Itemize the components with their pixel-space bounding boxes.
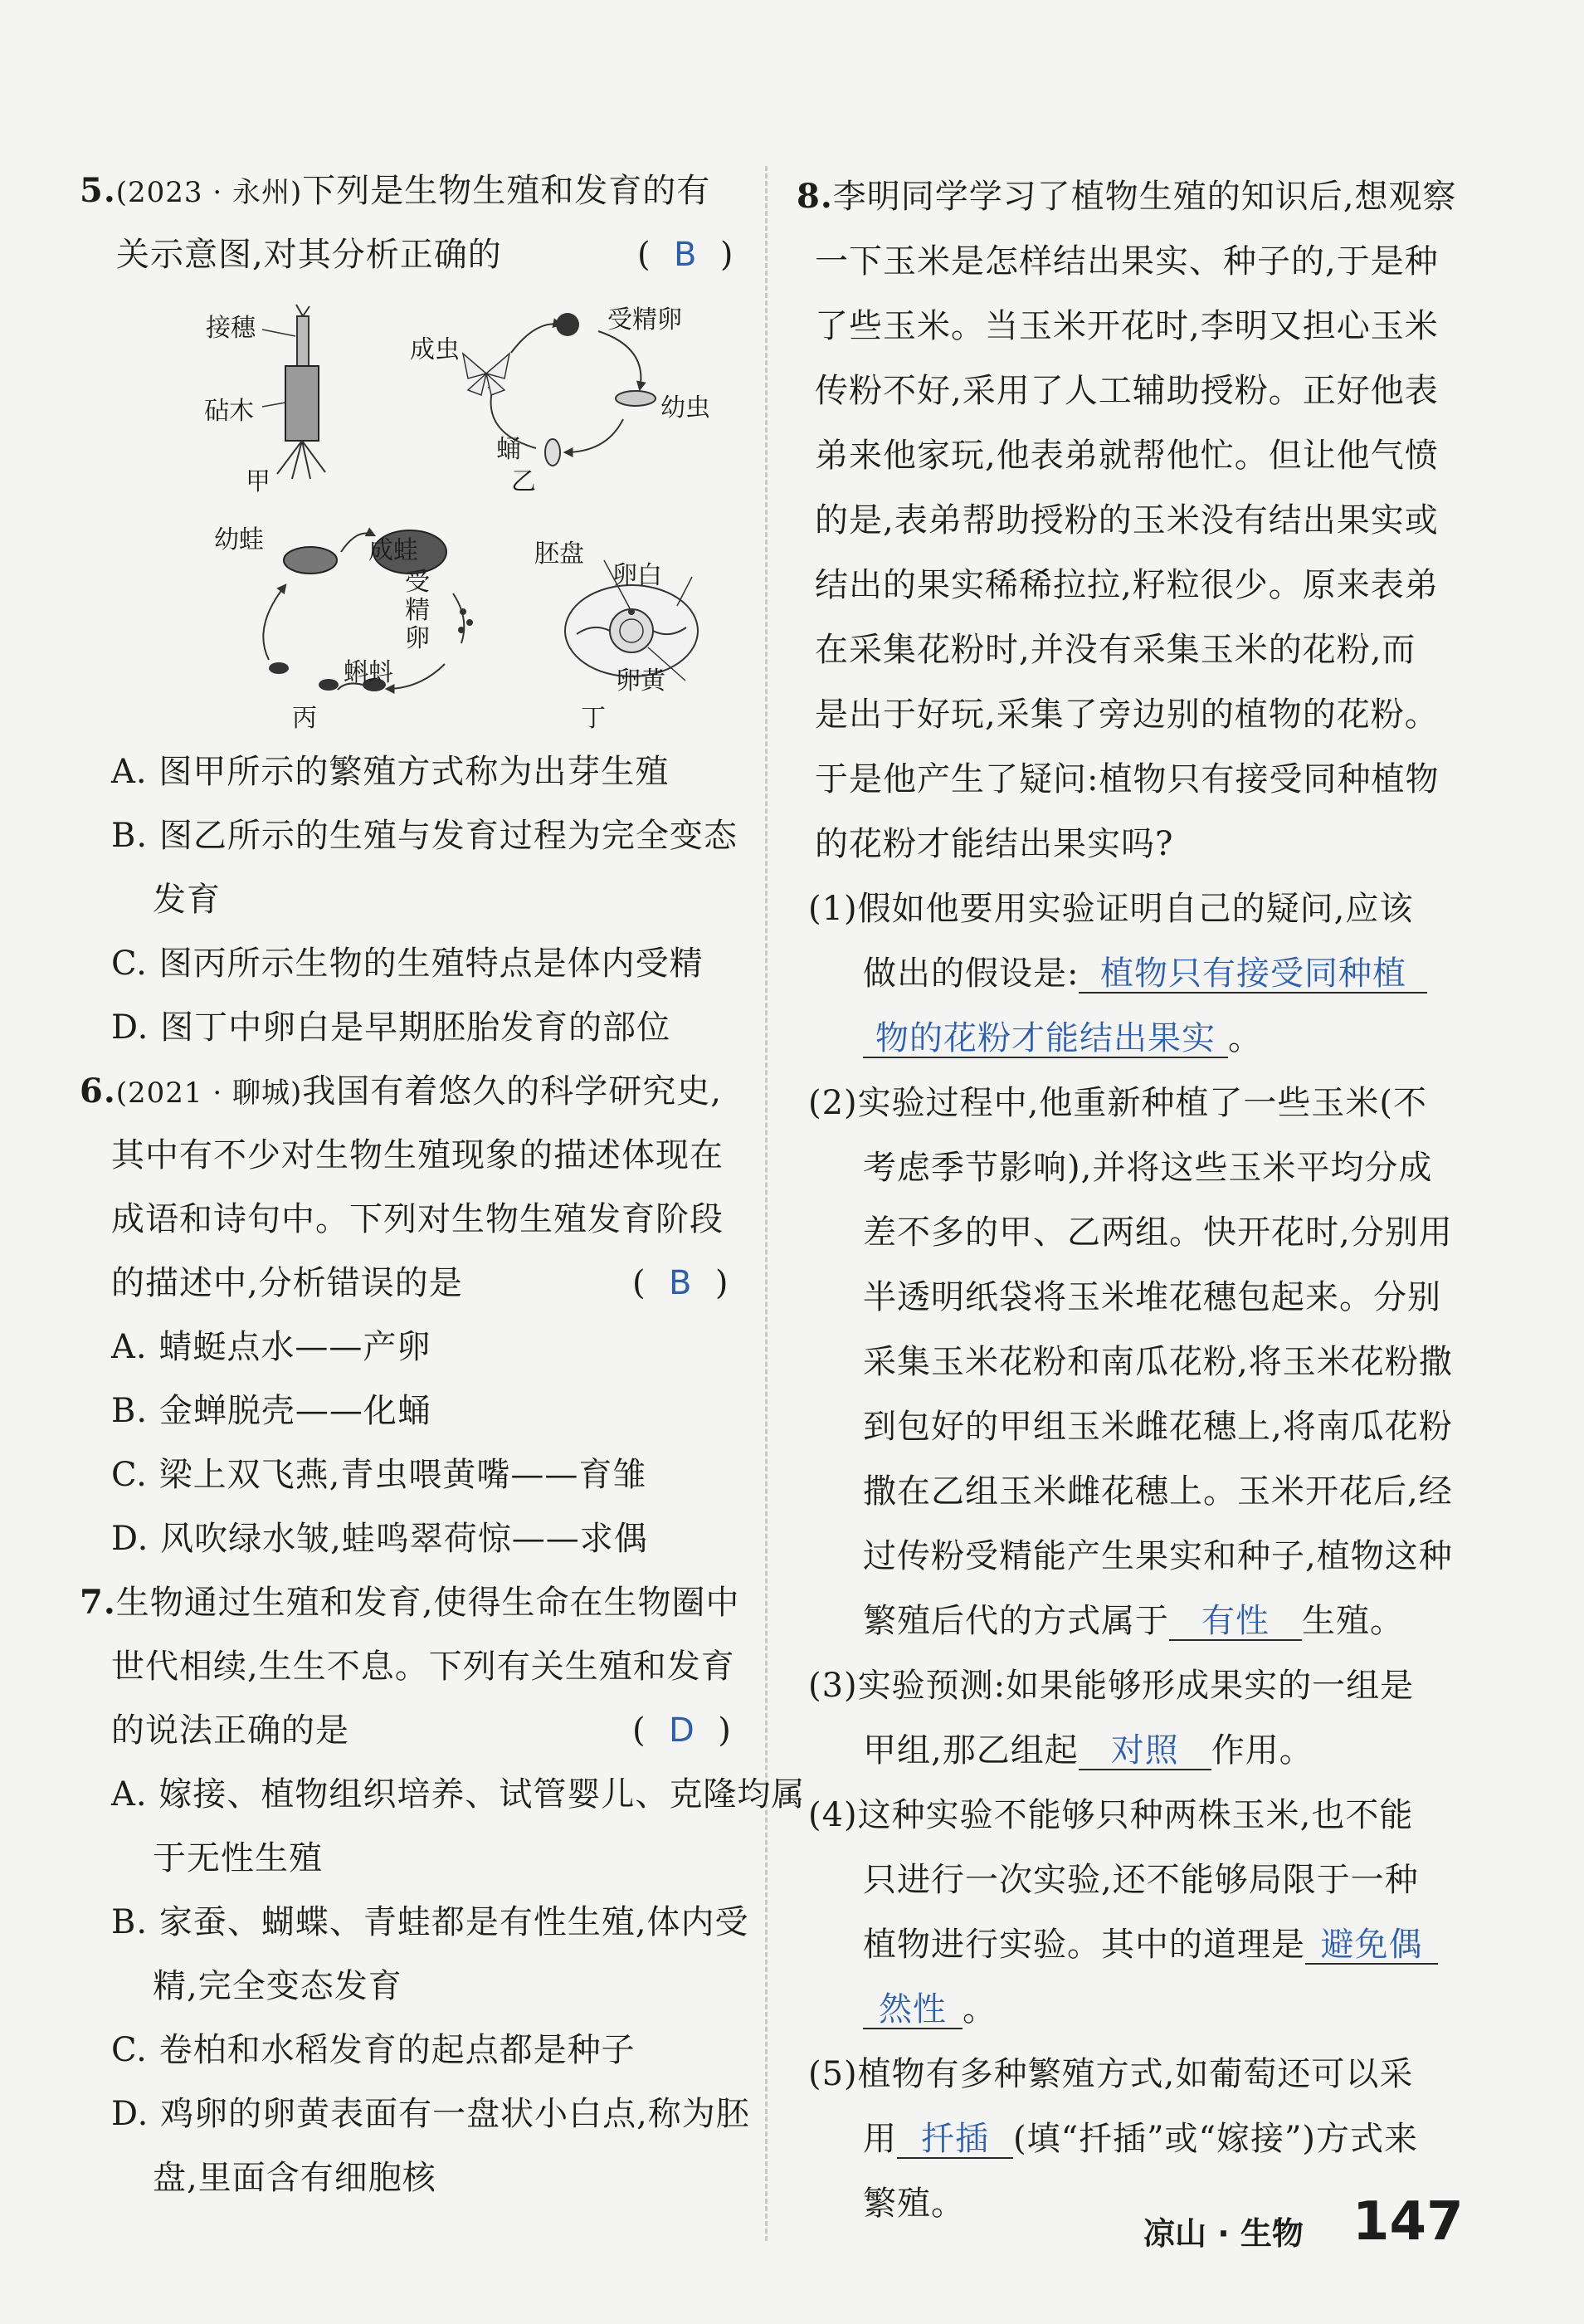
q8-sub1-line-3 [863, 1018, 1262, 1059]
germinal-disc-shape [628, 608, 635, 615]
graft-diagram [262, 305, 325, 479]
q5-option-c: C. 图丙所示生物的生殖特点是体内受精 [111, 945, 704, 983]
q5-option-b: B. 图乙所示的生殖与发育过程为完全变态 [111, 817, 738, 855]
q8-sub2-number: (2) [808, 1084, 858, 1122]
q8-sub3-line-1 [808, 1665, 1414, 1706]
q8-text-3: 了些玉米。当玉米开花时,李明又担心玉米 [815, 307, 1439, 345]
q8-text-7: 结出的果实稀稀拉拉,籽粒很少。原来表弟 [815, 566, 1439, 604]
label-pupa: 蛹 [496, 435, 521, 464]
q6-option-c: C. 梁上双飞燕,青虫喂黄嘴——育雏 [111, 1456, 647, 1494]
q8-sub5-text-2a: 用 [863, 2120, 897, 2158]
q8-sub5-text-2b: (填“扦插”或“嫁接”)方式来 [1013, 2120, 1419, 2158]
q6-text-1: 我国有着悠久的科学研究史, [302, 1072, 722, 1111]
q8-text-1: 李明同学学习了植物生殖的知识后,想观察 [832, 178, 1457, 216]
yolk-shape [610, 609, 653, 652]
q5-option-b-cont: 发育 [153, 881, 221, 919]
q8-line-1 [797, 176, 1456, 217]
caption-ding: 丁 [581, 704, 606, 733]
q8-sub2-line-9 [863, 1600, 1404, 1642]
q8-sub1-end: 。 [1228, 1019, 1262, 1057]
q8-sub5-line-1 [808, 2053, 1413, 2095]
q8-sub4-text-1: 这种实验不能够只种两株玉米,也不能 [857, 1796, 1414, 1834]
q7-answer-paren: ( D ) [632, 1711, 732, 1750]
q8-sub4-text-3a: 植物进行实验。其中的道理是 [863, 1926, 1305, 1964]
q8-sub5-answer: 扦插 [897, 2121, 1013, 2159]
label-tadpole: 蝌蚪 [344, 658, 393, 687]
column-divider [765, 166, 768, 2241]
q7-option-b: B. 家蚕、蝴蝶、青蛙都是有性生殖,体内受 [111, 1903, 749, 1941]
q8-text-11: 的花粉才能结出果实吗? [815, 825, 1174, 863]
q5-answer-paren: ( B ) [637, 236, 734, 274]
insect-cycle-diagram [463, 313, 656, 466]
q6-source: (2021 · 聊城) [115, 1077, 303, 1110]
q8-sub1-line-1 [808, 888, 1413, 930]
q5-line-2 [116, 234, 502, 276]
q8-text-9: 是出于好玩,采集了旁边别的植物的花粉。 [815, 696, 1439, 734]
q7-text-3: 的说法正确的是 [111, 1711, 349, 1750]
q7-text-1: 生物通过生殖和发育,使得生命在生物圈中 [115, 1584, 740, 1622]
roots-shape [277, 441, 325, 479]
q8-sub1-text-2: 做出的假设是: [863, 954, 1080, 993]
q6-line-1 [80, 1071, 722, 1114]
q8-number: 8. [797, 177, 833, 216]
q5-option-d: D. 图丁中卵白是早期胚胎发育的部位 [111, 1008, 671, 1047]
q8-sub1-number: (1) [808, 890, 858, 928]
q8-sub1-text-1: 假如他要用实验证明自己的疑问,应该 [857, 890, 1414, 928]
scion-shape [297, 316, 309, 366]
q8-sub2-line-1 [808, 1082, 1427, 1124]
label-larva: 幼虫 [660, 393, 710, 422]
label-fert-1: 受 [405, 568, 430, 597]
q8-sub4-answer-1: 避免偶 [1305, 1926, 1438, 1965]
q8-sub5-line-2 [863, 2118, 1418, 2160]
rootstock-shape [285, 366, 319, 441]
q5-option-a: A. 图甲所示的繁殖方式称为出芽生殖 [111, 753, 670, 791]
q7-answer: D [669, 1711, 695, 1750]
q8-sub4-answer-2: 然性 [863, 1991, 963, 2029]
label-fert-2: 精 [405, 596, 430, 625]
q8-sub4-line-3 [863, 1924, 1438, 1965]
larva-shape [616, 391, 656, 406]
q8-sub3-text-1: 实验预测:如果能够形成果实的一组是 [857, 1667, 1415, 1705]
q7-option-b-cont: 精,完全变态发育 [153, 1967, 402, 2005]
q6-answer: B [669, 1264, 693, 1302]
q6-number: 6. [80, 1072, 116, 1111]
q8-sub3-text-2b: 作用。 [1211, 1731, 1314, 1770]
q8-sub2-text-2: 考虑季节影响),并将这些玉米平均分成 [863, 1149, 1433, 1187]
q6-option-b: B. 金蝉脱壳——化蛹 [111, 1392, 431, 1430]
q5-line-1 [80, 170, 710, 213]
q5-number: 5. [80, 171, 116, 210]
q5-text-2: 关示意图,对其分析正确的 [116, 236, 502, 274]
q8-sub3-answer: 对照 [1079, 1732, 1211, 1770]
label-adult-frog: 成蛙 [368, 536, 418, 565]
label-albumen: 卵白 [612, 561, 662, 590]
q6-option-a: A. 蜻蜓点水——产卵 [111, 1328, 431, 1366]
page-number: 147 [1352, 2191, 1464, 2253]
q7-line-1 [80, 1582, 739, 1623]
q6-answer-paren: ( B ) [632, 1264, 729, 1302]
caption-bing: 丙 [292, 704, 317, 733]
q8-sub2-text-1: 实验过程中,他重新种植了一些玉米(不 [857, 1084, 1427, 1122]
q8-sub4-line-4 [863, 1989, 997, 2030]
label-rootstock: 砧木 [204, 397, 254, 426]
q6-text-3: 成语和诗句中。下列对生物生殖发育阶段 [111, 1200, 724, 1238]
q8-sub2-text-7: 撒在乙组玉米雌花穗上。玉米开花后,经 [863, 1472, 1453, 1511]
q8-sub3-number: (3) [808, 1667, 858, 1705]
q5-text-1: 下列是生物生殖和发育的有 [302, 172, 711, 210]
q7-option-a-cont: 于无性生殖 [153, 1839, 323, 1877]
label-yolk: 卵黄 [616, 666, 665, 696]
q8-sub5-text-3: 繁殖。 [863, 2185, 965, 2223]
q8-sub1-answer-2: 物的花粉才能结出果实 [863, 1020, 1228, 1058]
q8-text-6: 的是,表弟帮助授粉的玉米没有结出果实或 [815, 501, 1439, 540]
q7-number: 7. [80, 1583, 116, 1622]
q8-text-10: 于是他产生了疑问:植物只有接受同种植物 [815, 760, 1440, 798]
q8-sub2-text-4: 半透明纸袋将玉米堆花穗包起来。分别 [863, 1278, 1441, 1316]
q7-option-d-cont: 盘,里面含有细胞核 [153, 2159, 436, 2197]
q5-answer: B [674, 236, 698, 274]
q8-sub2-text-9a: 繁殖后代的方式属于 [863, 1602, 1169, 1640]
q8-sub2-answer: 有性 [1169, 1603, 1302, 1641]
caption-yi: 乙 [511, 467, 536, 496]
q7-text-2: 世代相续,生生不息。下列有关生殖和发育 [111, 1648, 735, 1686]
q8-sub2-text-6: 到包好的甲组玉米雌花穗上,将南瓜花粉 [863, 1408, 1453, 1446]
book-series-label: 凉山 · 生物 [1143, 2215, 1304, 2252]
q8-text-2: 一下玉米是怎样结出果实、种子的,于是种 [815, 242, 1439, 281]
q6-text-4: 的描述中,分析错误的是 [111, 1264, 463, 1302]
caption-jia: 甲 [246, 467, 270, 496]
q6-option-d: D. 风吹绿水皱,蛙鸣翠荷惊——求偶 [111, 1520, 648, 1558]
butterfly-shape [463, 354, 509, 395]
q8-sub4-number: (4) [808, 1796, 858, 1834]
label-froglet: 幼蛙 [214, 525, 264, 554]
q8-sub4-text-2: 只进行一次实验,还不能够局限于一种 [863, 1861, 1419, 1899]
q8-sub2-text-3: 差不多的甲、乙两组。快开花时,分别用 [863, 1213, 1453, 1252]
q8-sub5-text-1: 植物有多种繁殖方式,如葡萄还可以采 [857, 2055, 1414, 2093]
q7-option-d: D. 鸡卵的卵黄表面有一盘状小白点,称为胚 [111, 2095, 750, 2133]
q8-sub2-text-5: 采集玉米花粉和南瓜花粉,将玉米花粉撒 [863, 1343, 1453, 1381]
q8-sub1-answer-1: 植物只有接受同种植 [1079, 955, 1427, 994]
pupa-shape [545, 439, 560, 466]
froglet-shape [284, 547, 337, 574]
q8-text-5: 弟来他家玩,他表弟就帮他忙。但让他气愤 [815, 437, 1439, 475]
q8-sub4-end: 。 [963, 1990, 997, 2029]
q8-text-8: 在采集花粉时,并没有采集玉米的花粉,而 [815, 631, 1416, 669]
q7-option-c: C. 卷柏和水稻发育的起点都是种子 [111, 2031, 636, 2069]
label-fertilized-egg: 受精卵 [607, 305, 682, 334]
q6-text-2: 其中有不少对生物生殖现象的描述体现在 [111, 1136, 724, 1174]
q8-sub2-text-8: 过传粉受精能产生果实和种子,植物这种 [863, 1537, 1453, 1575]
q8-sub2-text-9b: 生殖。 [1302, 1602, 1404, 1640]
label-adult-insect: 成虫 [410, 335, 460, 364]
q5-source: (2023 · 永州) [115, 176, 303, 209]
label-fert-3: 卵 [405, 624, 430, 653]
q8-sub4-line-1 [808, 1794, 1413, 1836]
q7-option-a: A. 嫁接、植物组织培养、试管婴儿、克隆均属 [111, 1775, 806, 1814]
label-germinal-disc: 胚盘 [534, 540, 584, 569]
label-scion: 接穗 [206, 314, 256, 343]
q8-sub1-line-2 [863, 953, 1427, 994]
q8-sub3-line-2 [863, 1730, 1314, 1771]
q8-sub5-number: (5) [808, 2055, 858, 2093]
q8-text-4: 传粉不好,采用了人工辅助授粉。正好他表 [815, 372, 1439, 410]
q8-sub3-text-2a: 甲组,那乙组起 [863, 1731, 1079, 1770]
